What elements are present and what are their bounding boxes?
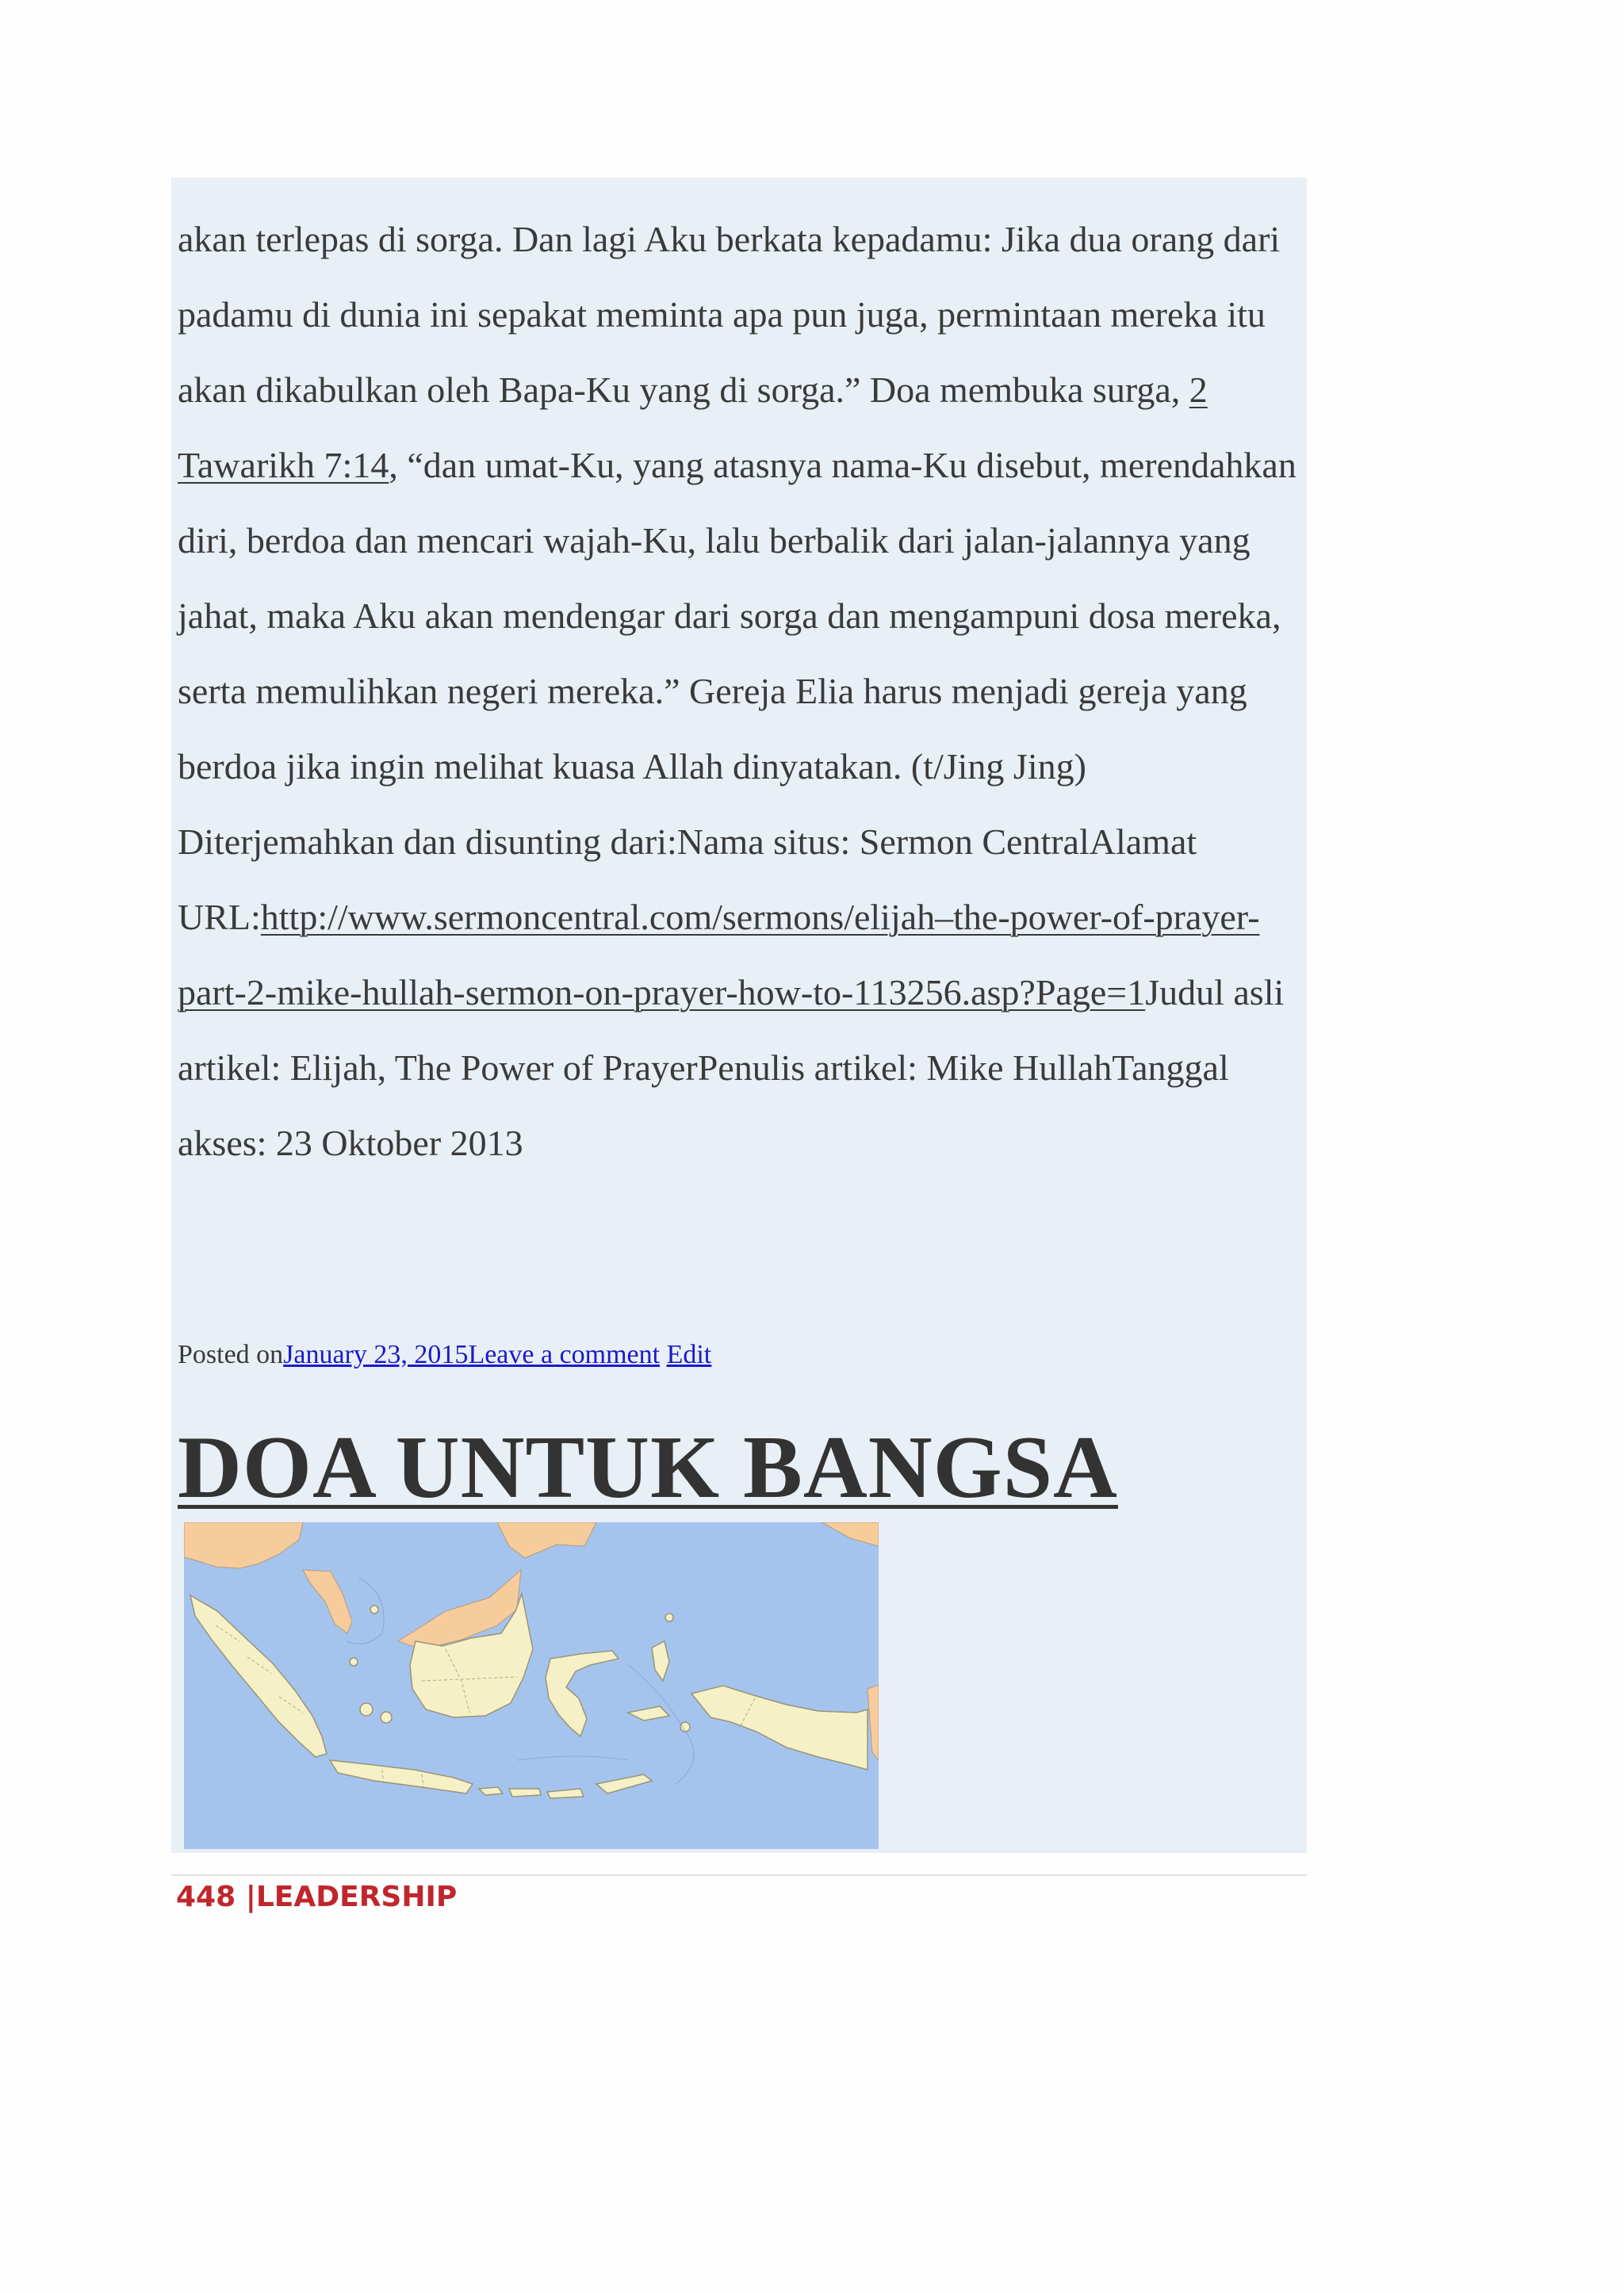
post-date-link[interactable]: January 23, 2015: [283, 1340, 469, 1369]
content-area: [171, 178, 1307, 1853]
edit-link[interactable]: Edit: [666, 1340, 712, 1369]
article-text-part-2: , “dan umat-Ku, yang atasnya nama-Ku disebut, merendahkan diri, berdoa dan mencari wajah-Ku, lalu berbalik dari jalan-jalannya yang jahat, maka Aku akan mendengar dari sorga dan mengampuni dosa mereka, serta memulihkan negeri mereka.” Gereja Elia harus menjadi gereja yang berdoa jika ingin melihat kuasa Allah dinyatakan. (t/Jing Jing) Diterjemahkan dan disunting dari:Nama situs: Sermon CentralAlamat URL:: [178, 445, 1297, 937]
source-url-link[interactable]: http://www.sermoncentral.com/sermons/elijah–the-power-of-prayer-part-2-mike-hullah-sermon-on-prayer-how-to-113256.asp?Page=1: [178, 897, 1260, 1013]
article-text-part-1: akan terlepas di sorga. Dan lagi Aku berkata kepadamu: Jika dua orang dari padamu di dunia ini sepakat meminta apa pun juga, permintaan mereka itu akan dikabulkan oleh Bapa-Ku yang di sorga.” Doa membuka surga,: [178, 219, 1281, 410]
footer-divider: [171, 1874, 1307, 1876]
page-footer: [176, 1881, 457, 1913]
page-number: 448: [176, 1881, 236, 1913]
footer-section: LEADERSHIP: [255, 1881, 458, 1913]
posted-on-label: Posted on: [178, 1340, 284, 1369]
post-meta: [178, 1340, 711, 1370]
indonesia-map-image: [184, 1522, 879, 1849]
verse-link[interactable]: 2 Tawarikh 7:14: [178, 369, 1208, 485]
article-text-part-3: Judul asli artikel: Elijah, The Power of PrayerPenulis artikel: Mike HullahTanggal akses: 23 Oktober 2013: [178, 972, 1285, 1163]
footer-separator: |: [236, 1881, 256, 1913]
article-body: [178, 201, 1307, 1181]
post-title[interactable]: DOA UNTUK BANGSA: [178, 1418, 1118, 1517]
leave-comment-link[interactable]: Leave a comment: [468, 1340, 661, 1369]
